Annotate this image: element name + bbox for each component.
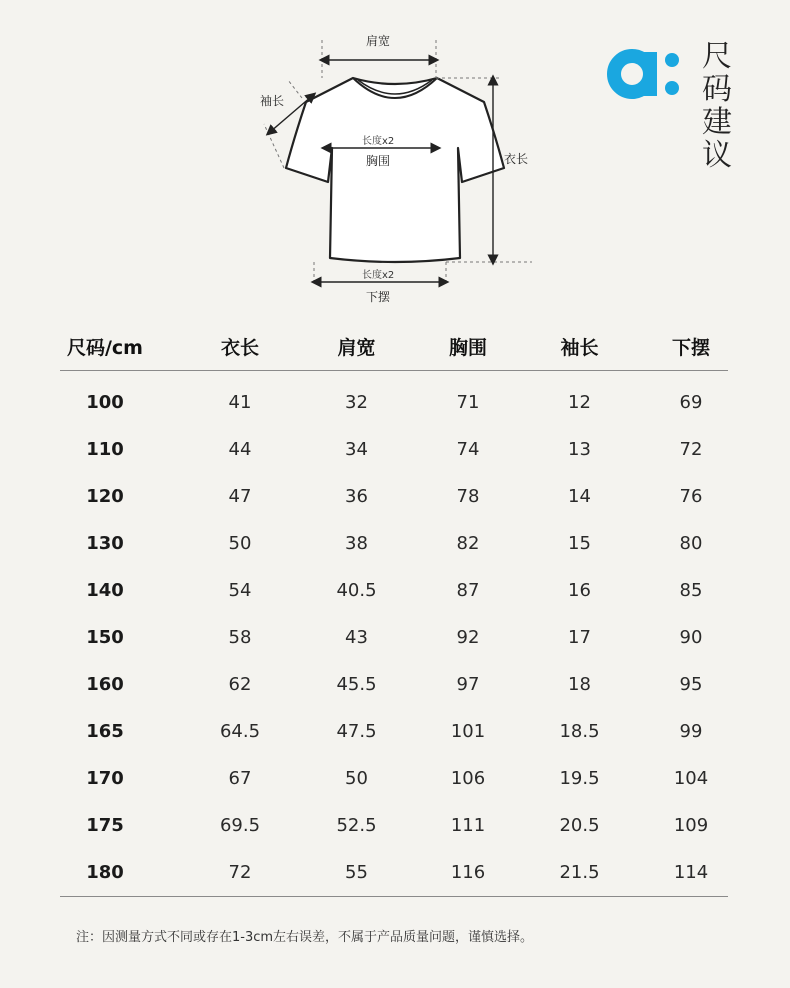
cell-size: 170 — [86, 768, 124, 789]
cell-shoulder: 32 — [345, 392, 368, 413]
table-body — [60, 371, 728, 896]
cell-size: 180 — [86, 862, 124, 883]
cell-size: 150 — [86, 627, 124, 648]
table-row — [60, 567, 728, 614]
tshirt-measurement-diagram — [250, 20, 550, 310]
cell-shoulder: 45.5 — [336, 674, 377, 695]
cell-chest: 101 — [450, 721, 486, 742]
cell-chest: 111 — [450, 815, 486, 836]
cell-length: 44 — [228, 439, 252, 460]
table-row — [60, 473, 728, 520]
cell-hem: 72 — [679, 439, 703, 460]
table-row — [60, 849, 728, 896]
cell-sleeve: 13 — [568, 439, 591, 460]
header-hem: 下摆 — [671, 336, 710, 359]
cell-hem: 104 — [673, 768, 709, 789]
cell-shoulder: 47.5 — [336, 721, 377, 742]
cell-shoulder: 40.5 — [336, 580, 377, 601]
chest-hint-label: 长度x2 — [362, 136, 395, 147]
cell-chest: 97 — [456, 674, 480, 695]
cell-hem: 99 — [679, 721, 703, 742]
table-row — [60, 426, 728, 473]
cell-length: 64.5 — [219, 721, 261, 742]
cell-hem: 95 — [679, 674, 703, 695]
cell-shoulder: 52.5 — [336, 815, 377, 836]
table-row — [60, 661, 728, 708]
cell-hem: 114 — [673, 862, 709, 883]
cell-length: 41 — [228, 392, 252, 413]
measurement-note: 注：因测量方式不同或存在1-3cm左右误差，不属于产品质量问题，谨慎选择。 — [76, 930, 534, 945]
table-row — [60, 802, 728, 849]
table-row — [60, 520, 728, 567]
cell-hem: 85 — [679, 580, 703, 601]
cell-shoulder: 55 — [345, 862, 368, 883]
cell-shoulder: 50 — [345, 768, 368, 789]
cell-length: 62 — [228, 674, 252, 695]
cell-chest: 82 — [456, 533, 480, 554]
cell-length: 47 — [228, 486, 252, 507]
cell-hem: 80 — [679, 533, 703, 554]
cell-hem: 109 — [673, 815, 709, 836]
cell-size: 110 — [86, 439, 124, 460]
cell-sleeve: 19.5 — [559, 768, 600, 789]
cell-size: 165 — [86, 721, 124, 742]
table-header-row — [60, 322, 728, 370]
brand-a-icon — [606, 46, 686, 102]
cell-size: 140 — [86, 580, 124, 601]
cell-sleeve: 14 — [568, 486, 591, 507]
cell-sleeve: 18.5 — [559, 721, 600, 742]
cell-chest: 74 — [456, 439, 480, 460]
hem-label: 下摆 — [366, 290, 391, 304]
cell-sleeve: 16 — [568, 580, 591, 601]
cell-chest: 71 — [456, 392, 480, 413]
cell-shoulder: 43 — [345, 627, 368, 648]
header-shoulder: 肩宽 — [337, 336, 376, 359]
cell-chest: 92 — [456, 627, 480, 648]
cell-length: 54 — [228, 580, 252, 601]
table-row — [60, 379, 728, 426]
size-guide-title: 尺 码 建 议 — [702, 39, 732, 173]
cell-length: 50 — [228, 533, 252, 554]
cell-shoulder: 36 — [345, 486, 368, 507]
cell-sleeve: 18 — [568, 674, 591, 695]
cell-length: 72 — [228, 862, 252, 883]
hem-hint-label: 长度x2 — [362, 270, 395, 281]
cell-sleeve: 12 — [568, 392, 591, 413]
cell-length: 67 — [228, 768, 252, 789]
header-size: 尺码/cm — [66, 336, 143, 359]
cell-length: 58 — [228, 627, 252, 648]
header-chest: 胸围 — [448, 336, 487, 359]
brand-logo — [606, 40, 766, 190]
cell-size: 175 — [86, 815, 124, 836]
cell-sleeve: 20.5 — [559, 815, 600, 836]
cell-size: 120 — [86, 486, 124, 507]
cell-chest: 106 — [450, 768, 486, 789]
cell-size: 160 — [86, 674, 124, 695]
cell-shoulder: 34 — [345, 439, 368, 460]
cell-sleeve: 21.5 — [559, 862, 600, 883]
cell-chest: 78 — [456, 486, 480, 507]
cell-length: 69.5 — [219, 815, 261, 836]
cell-sleeve: 17 — [568, 627, 591, 648]
cell-size: 100 — [86, 392, 124, 413]
length-label: 衣长 — [504, 152, 529, 166]
cell-chest: 87 — [456, 580, 480, 601]
cell-hem: 90 — [679, 627, 703, 648]
cell-sleeve: 15 — [568, 533, 591, 554]
header-sleeve: 袖长 — [560, 336, 599, 359]
header-length: 衣长 — [220, 336, 259, 359]
table-row — [60, 708, 728, 755]
cell-size: 130 — [86, 533, 124, 554]
sleeve-label: 袖长 — [260, 94, 285, 108]
table-bottom-rule — [60, 896, 728, 897]
chest-label: 胸围 — [366, 154, 391, 168]
cell-shoulder: 38 — [345, 533, 368, 554]
size-table — [60, 322, 728, 897]
shoulder-label: 肩宽 — [366, 34, 391, 48]
cell-hem: 76 — [679, 486, 703, 507]
table-row — [60, 755, 728, 802]
cell-hem: 69 — [679, 392, 703, 413]
table-row — [60, 614, 728, 661]
cell-chest: 116 — [450, 862, 486, 883]
